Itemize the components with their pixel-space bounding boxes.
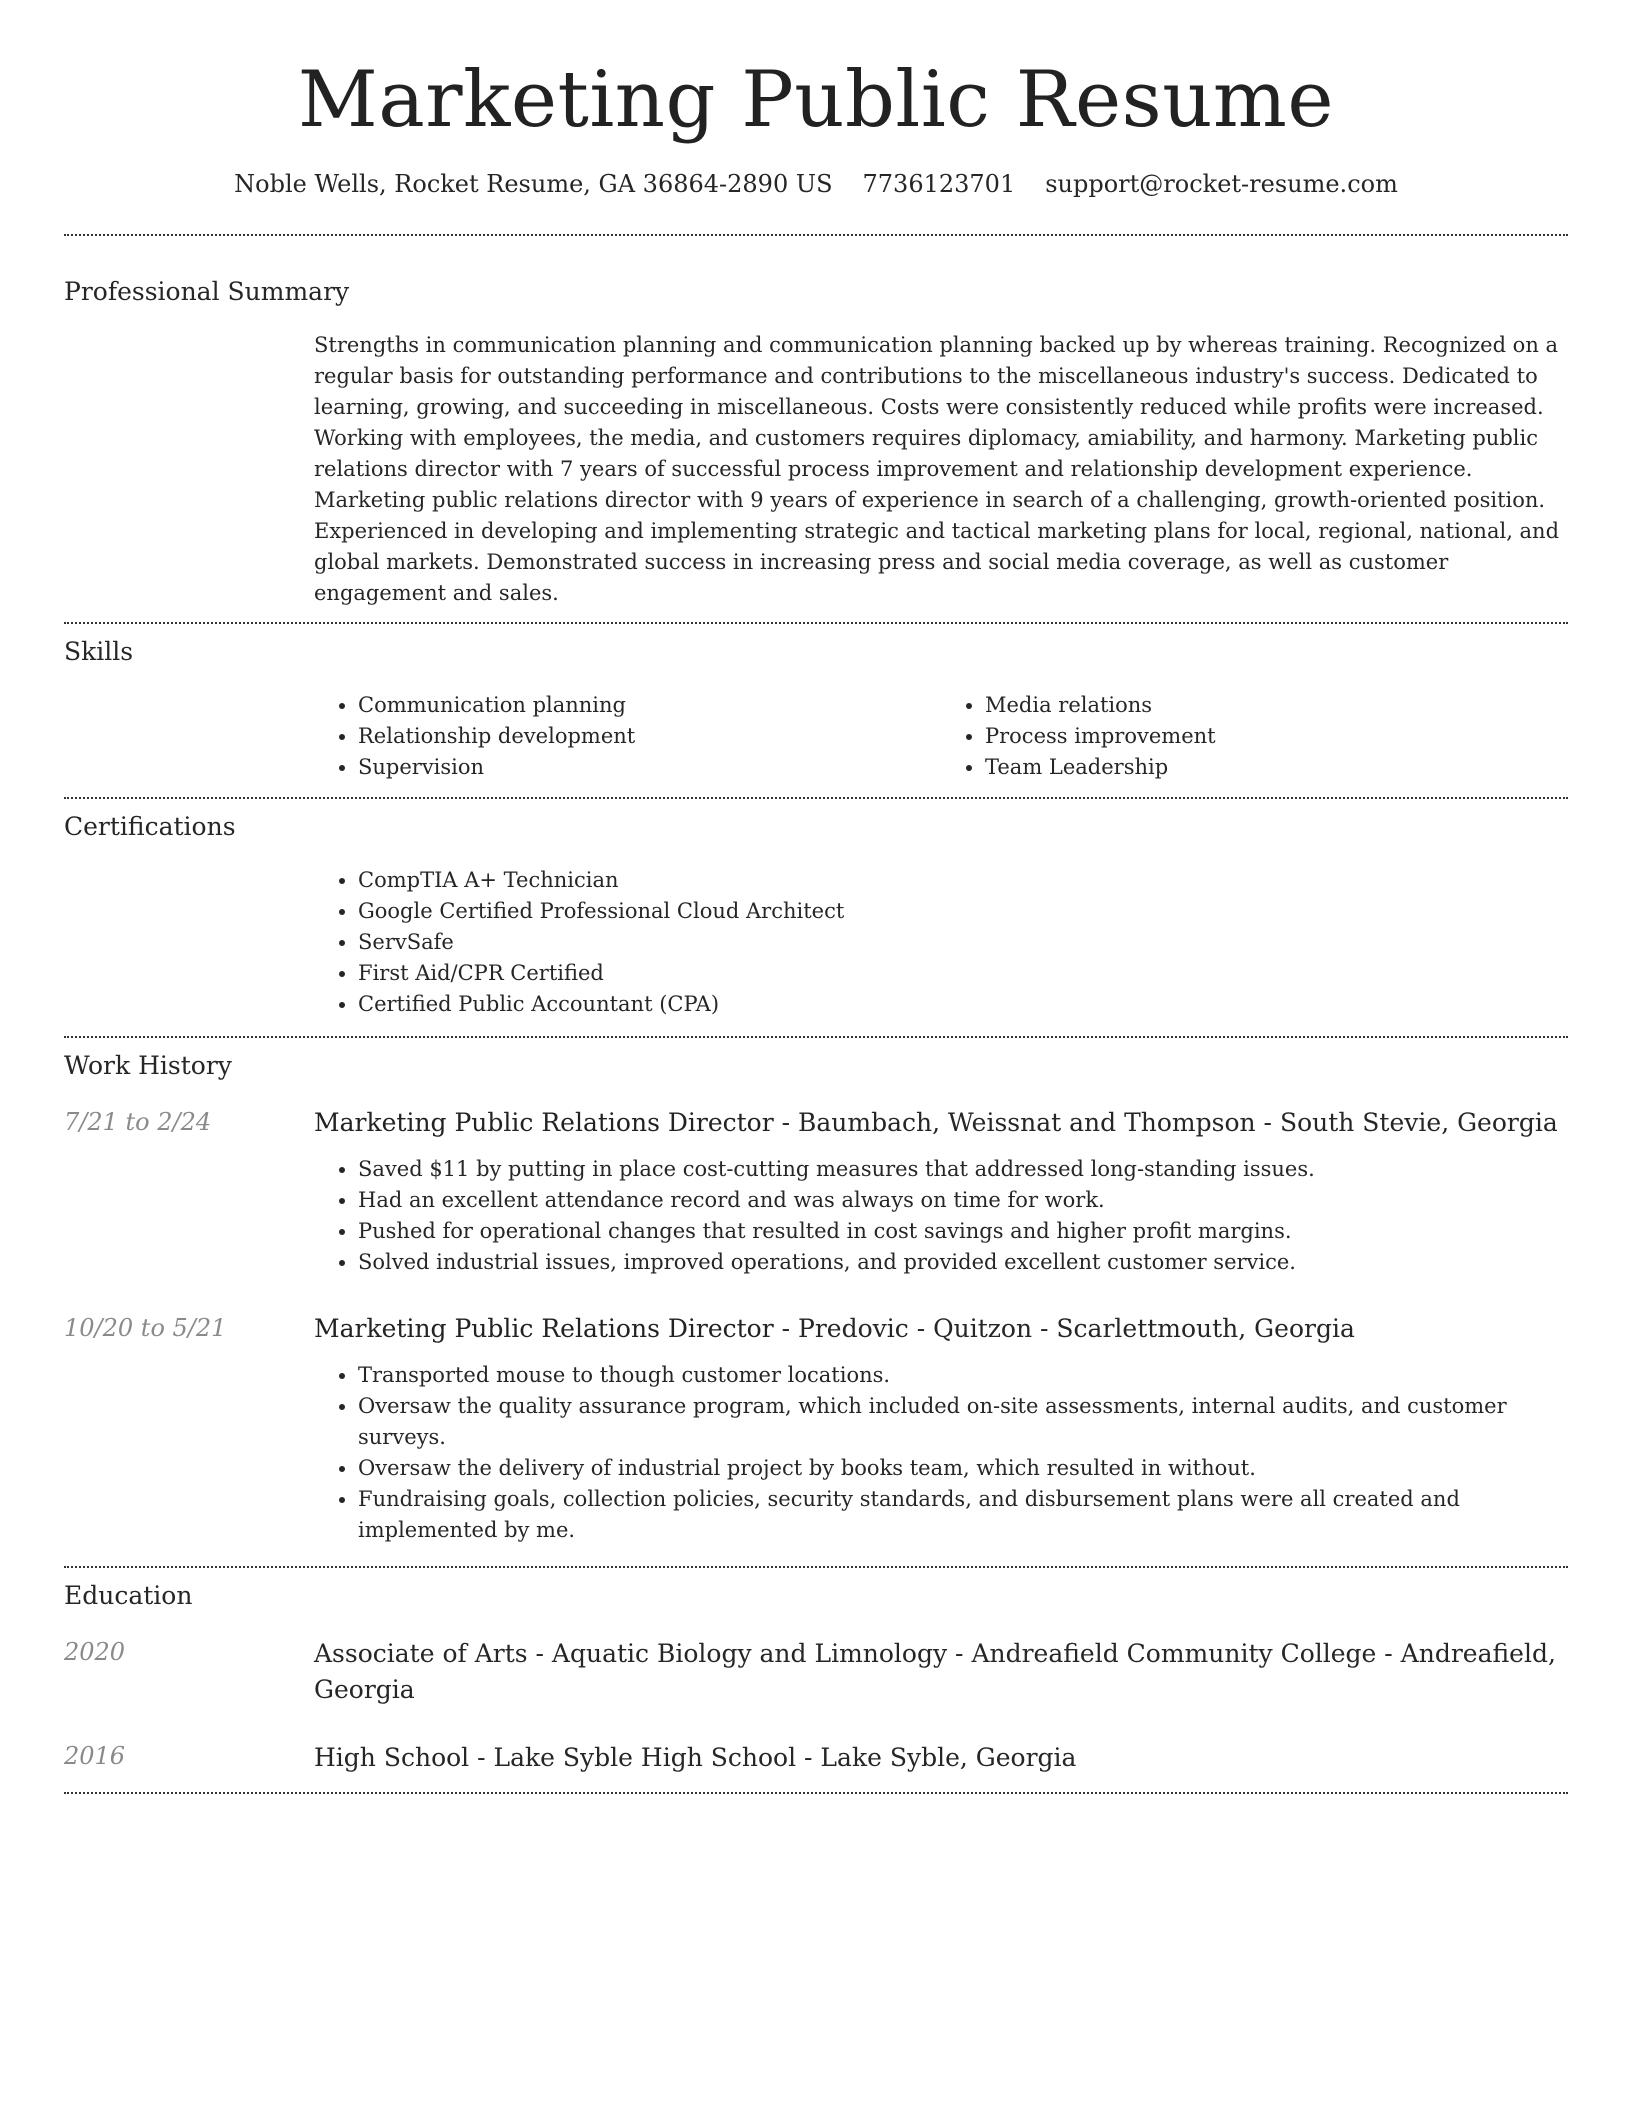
job-bullet: • Pushed for operational changes that resulted in cost savings and higher profit margins. <box>358 1216 1568 1247</box>
education-degree: Associate of Arts - Aquatic Biology and Limnology <box>314 1639 948 1668</box>
contact-line <box>64 168 1568 200</box>
job-bullet: • Transported mouse to though customer locations. <box>358 1360 1568 1391</box>
job-bullet: • Oversaw the delivery of industrial project by books team, which resulted in without. <box>358 1453 1568 1484</box>
education-year: 2020 <box>64 1638 126 1666</box>
job-bullet: • Oversaw the quality assurance program, which included on-site assessments, internal audits, and customer surveys. <box>358 1391 1568 1453</box>
summary-heading: Professional Summary <box>64 277 350 306</box>
education-header <box>314 1636 1568 1708</box>
summary-section <box>64 236 1568 609</box>
job-dates: 10/20 to 5/21 <box>64 1314 227 1342</box>
skill-item: • Supervision <box>358 752 941 783</box>
education-year: 2016 <box>64 1742 126 1770</box>
job-entry <box>64 1106 1568 1278</box>
certification-item: • CompTIA A+ Technician <box>358 865 1568 896</box>
job-bullets <box>314 1154 1568 1278</box>
education-section <box>64 1568 1568 1776</box>
certification-item: • Certified Public Accountant (CPA) <box>358 989 1568 1020</box>
education-degree: High School <box>314 1743 470 1772</box>
job-bullet: • Solved industrial issues, improved operations, and provided excellent customer service. <box>358 1247 1568 1278</box>
certification-item: • Google Certified Professional Cloud Architect <box>358 896 1568 927</box>
job-header <box>314 1312 1568 1346</box>
certifications-section <box>64 799 1568 1020</box>
skill-item: • Team Leadership <box>985 752 1568 783</box>
skills-heading: Skills <box>64 637 134 666</box>
job-details: - Predovic - Quitzon - Scarlettmouth, Georgia <box>773 1314 1355 1343</box>
skill-item: • Process improvement <box>985 721 1568 752</box>
resume-title: Marketing Public Resume <box>297 55 1335 145</box>
education-entry <box>64 1636 1568 1708</box>
resume-page <box>64 0 1568 1794</box>
certifications-list <box>314 865 1568 1020</box>
education-details: - Andreafield Community College - Andreafield, Georgia <box>314 1639 1556 1704</box>
job-bullet: • Fundraising goals, collection policies, security standards, and disbursement plans were all created and implemented by me. <box>358 1484 1568 1546</box>
divider <box>64 1792 1568 1794</box>
job-bullets <box>314 1360 1568 1546</box>
job-details: - Baumbach, Weissnat and Thompson - South Stevie, Georgia <box>773 1108 1558 1137</box>
education-entry <box>64 1740 1568 1776</box>
job-role: Marketing Public Relations Director <box>314 1108 774 1137</box>
job-entry <box>64 1312 1568 1546</box>
contact-email[interactable]: support@rocket-resume.com <box>1045 170 1398 198</box>
certification-item: • First Aid/CPR Certified <box>358 958 1568 989</box>
education-heading: Education <box>64 1581 193 1610</box>
job-bullet: • Saved $11 by putting in place cost-cutting measures that addressed long-standing issues. <box>358 1154 1568 1185</box>
job-header <box>314 1106 1568 1140</box>
contact-address: Noble Wells, Rocket Resume, GA 36864-2890 US <box>234 170 833 198</box>
education-details: - Lake Syble High School - Lake Syble, Georgia <box>469 1743 1077 1772</box>
skills-list-right <box>941 690 1568 783</box>
skill-item: • Communication planning <box>358 690 941 721</box>
job-dates: 7/21 to 2/24 <box>64 1108 212 1136</box>
work-heading: Work History <box>64 1051 232 1080</box>
skill-item: • Relationship development <box>358 721 941 752</box>
job-role: Marketing Public Relations Director <box>314 1314 774 1343</box>
work-section <box>64 1038 1568 1546</box>
job-bullet: • Had an excellent attendance record and was always on time for work. <box>358 1185 1568 1216</box>
contact-phone: 7736123701 <box>862 170 1016 198</box>
summary-text: Strengths in communication planning and communication planning backed up by whereas training. Recognized on a regular basis for outstanding performance and contributions to the miscellaneous industry's success. Dedicated to learning, growing, and succeeding in miscellaneous. Costs were consistently reduced while profits were increased. Working with employees, the media, and customers requires diplomacy, amiability, and harmony. Marketing public relations director with 7 years of successful process improvement and relationship development experience. Marketing public relations director with 9 years of experience in search of a challenging, growth-oriented position. Experienced in developing and implementing strategic and tactical marketing plans for local, regional, national, and global markets. Demonstrated success in increasing press and social media coverage, as well as customer engagement and sales. <box>314 333 1560 605</box>
skills-section <box>64 624 1568 783</box>
skills-list-left <box>314 690 941 783</box>
skill-item: • Media relations <box>985 690 1568 721</box>
certifications-heading: Certifications <box>64 812 236 841</box>
certification-item: • ServSafe <box>358 927 1568 958</box>
education-header <box>314 1740 1568 1776</box>
